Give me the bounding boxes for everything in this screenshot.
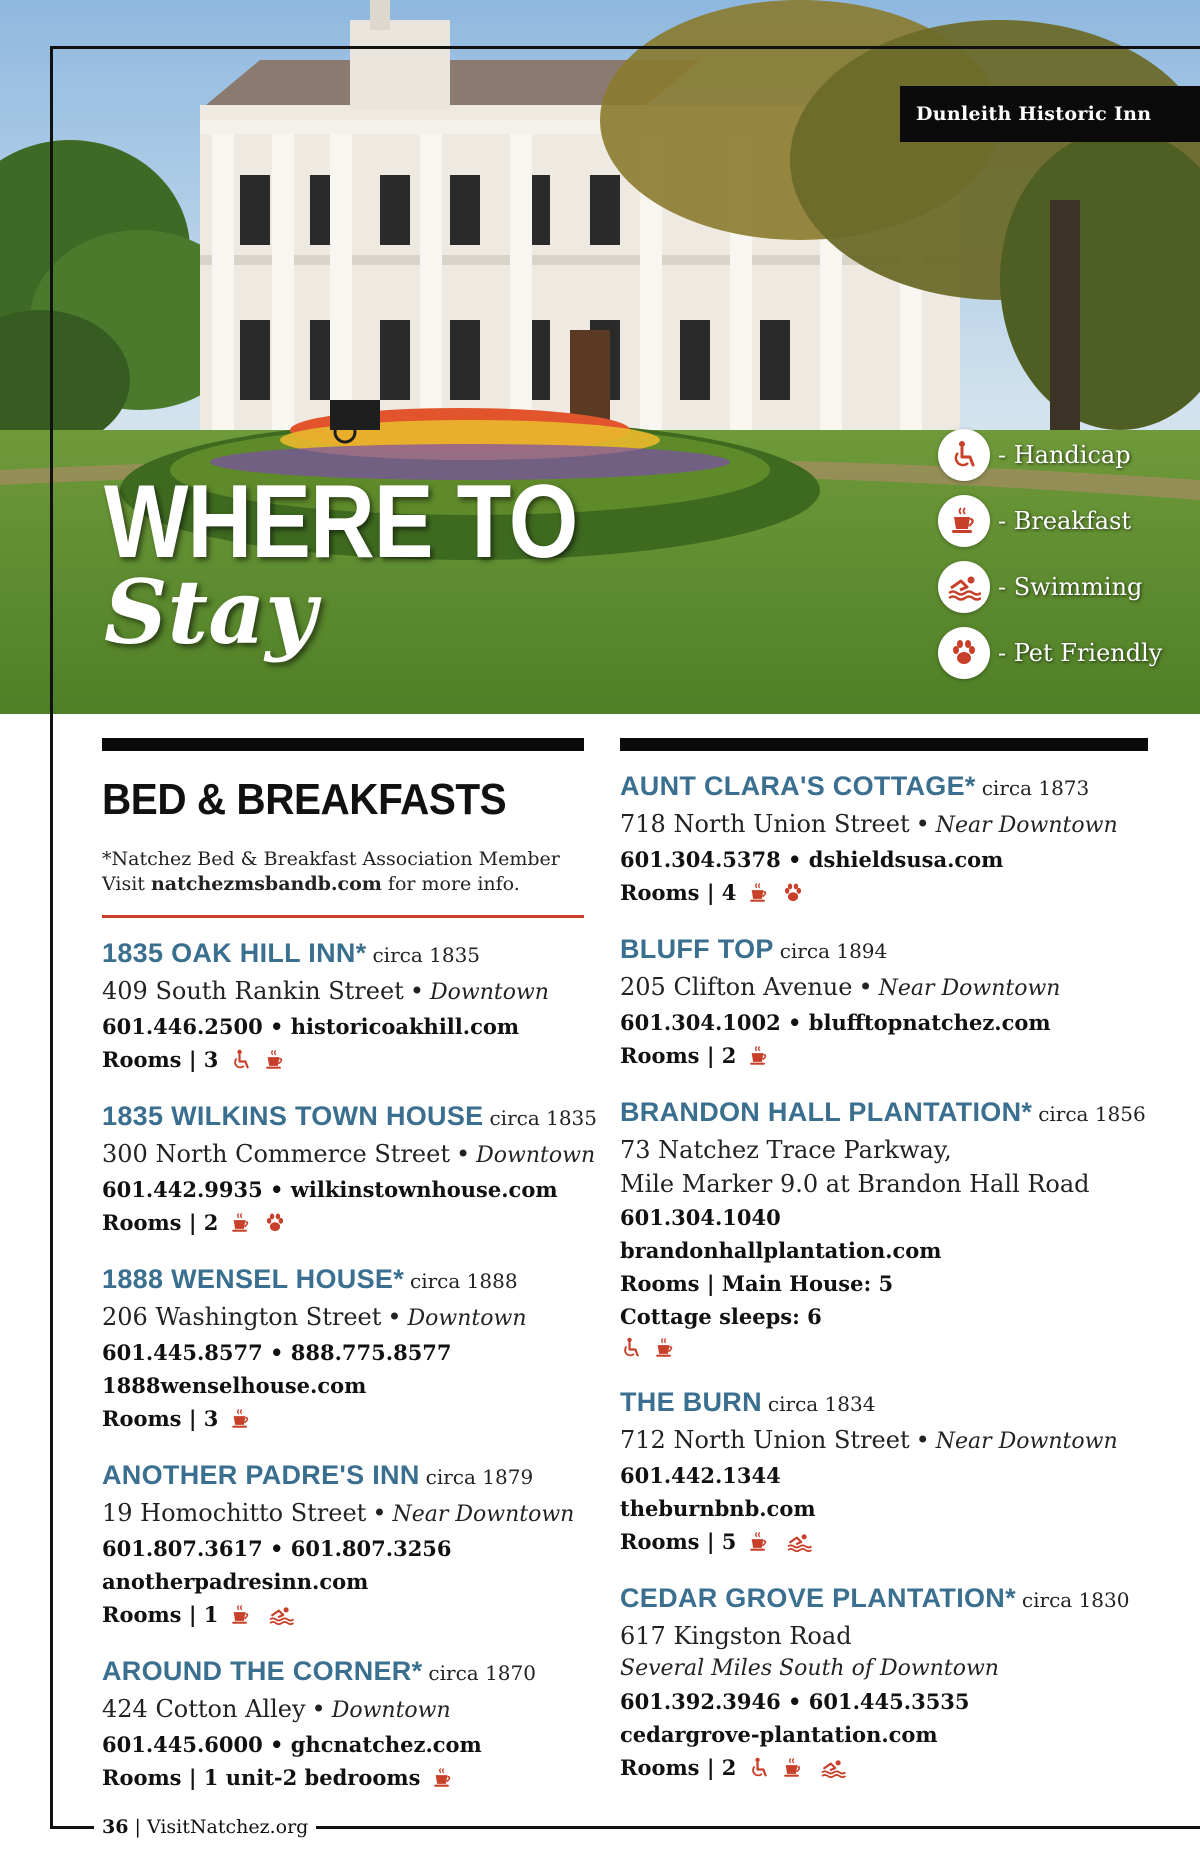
- legend-item-swimming: [938, 554, 1200, 620]
- listing-street: 205 Clifton Avenue: [620, 973, 853, 1001]
- frame-left-line: [50, 46, 53, 1828]
- listing-street: 617 Kingston Road: [620, 1622, 852, 1650]
- breakfast-icon: [748, 881, 770, 905]
- listing-around-the-corner: AROUND THE CORNER* circa 1870 424 Cotton Alley • Downtown 601.445.6000 • ghcnatchez.com Rooms | 1 unit-2 bedrooms: [102, 1654, 584, 1795]
- listing-bluff-top: BLUFF TOP circa 1894 205 Clifton Avenue • Near Downtown 601.304.1002 • blufftopnatchez.com Rooms | 2: [620, 932, 1148, 1073]
- listing-the-burn: THE BURN circa 1834 712 North Union Street • Near Downtown 601.442.1344 theburnbnb.com Rooms | 5: [620, 1385, 1148, 1559]
- association-link[interactable]: natchezmsbandb.com: [150, 873, 382, 895]
- pet-friendly-icon: [264, 1211, 286, 1235]
- listing-rooms: Rooms | 2: [620, 1043, 737, 1068]
- listing-name: 1835 OAK HILL INN*: [102, 938, 367, 968]
- page-footer: [94, 1814, 316, 1840]
- listing-name: AROUND THE CORNER*: [102, 1656, 423, 1686]
- listing-rooms: Rooms | 2: [102, 1210, 219, 1235]
- listing-contact[interactable]: 601.807.3617 • 601.807.3256: [102, 1536, 452, 1561]
- listing-circa: circa 1835: [489, 1106, 598, 1130]
- listing-circa: circa 1835: [372, 943, 481, 967]
- handicap-icon: [938, 429, 990, 481]
- column-rule: [102, 738, 584, 751]
- listing-wensel-house: 1888 WENSEL HOUSE* circa 1888 206 Washington Street • Downtown 601.445.8577 • 888.775.8577 1888wenselhouse.com Rooms | 3: [102, 1262, 584, 1436]
- listing-rooms: Rooms | Main House: 5: [620, 1271, 894, 1296]
- breakfast-icon: [230, 1603, 252, 1627]
- handicap-icon: [620, 1336, 642, 1360]
- listing-contact[interactable]: 601.445.8577 • 888.775.8577: [102, 1340, 452, 1365]
- listing-contact[interactable]: 601.445.6000 • ghcnatchez.com: [102, 1732, 482, 1757]
- listing-area: Several Miles South of Downtown: [620, 1656, 999, 1681]
- swimming-icon: [938, 561, 990, 613]
- listing-cottage: Cottage sleeps: 6: [620, 1304, 822, 1329]
- title-stay: Stay: [104, 560, 317, 664]
- listing-another-padres-inn: ANOTHER PADRE'S INN circa 1879 19 Homochitto Street • Near Downtown 601.807.3617 • 601.807.3256 anotherpadresinn.com Rooms | 1: [102, 1458, 584, 1632]
- handicap-icon: [230, 1048, 252, 1072]
- listing-website[interactable]: theburnbnb.com: [620, 1496, 816, 1521]
- listing-street: 73 Natchez Trace Parkway,: [620, 1136, 952, 1164]
- legend-item-pet-friendly: [938, 620, 1200, 686]
- listing-area: Near Downtown: [935, 1429, 1118, 1454]
- listing-circa: circa 1888: [410, 1269, 518, 1293]
- listing-cedar-grove-plantation: [620, 1581, 1148, 1785]
- listing-circa: circa 1894: [779, 939, 888, 963]
- footer-separator: |: [134, 1816, 141, 1838]
- listing-oak-hill-inn: 1835 OAK HILL INN* circa 1835 409 South Rankin Street • Downtown 601.446.2500 • historicoakhill.com Rooms | 3: [102, 936, 584, 1077]
- listing-street: 718 North Union Street: [620, 810, 910, 838]
- listing-area: Downtown: [331, 1698, 451, 1723]
- listing-name: THE BURN: [620, 1387, 762, 1417]
- listing-street: 712 North Union Street: [620, 1426, 910, 1454]
- breakfast-icon: [230, 1407, 252, 1431]
- photo-caption: Dunleith Historic Inn: [900, 86, 1200, 142]
- column-rule: [620, 738, 1148, 751]
- listing-phone[interactable]: 601.442.1344: [620, 1463, 781, 1488]
- listing-circa: circa 1830: [1021, 1588, 1130, 1612]
- listing-street: 206 Washington Street: [102, 1303, 382, 1331]
- legend-item-breakfast: [938, 488, 1200, 554]
- listing-name: BLUFF TOP: [620, 934, 774, 964]
- swimming-icon: [816, 1757, 850, 1779]
- listing-circa: circa 1856: [1038, 1102, 1146, 1126]
- pet-friendly-icon: [938, 627, 990, 679]
- legend-label: - Breakfast: [998, 507, 1132, 535]
- listing-brandon-hall-plantation: [620, 1095, 1148, 1363]
- listing-website[interactable]: anotherpadresinn.com: [102, 1569, 369, 1594]
- title-where-to: WHERE TO: [104, 464, 578, 580]
- listing-wilkins-town-house: 1835 WILKINS TOWN HOUSE circa 1835 300 North Commerce Street • Downtown 601.442.9935 • wilkinstownhouse.com Rooms | 2: [102, 1099, 584, 1240]
- breakfast-icon: [432, 1766, 454, 1790]
- listing-rooms: Rooms | 1 unit-2 bedrooms: [102, 1765, 421, 1790]
- listing-area: Downtown: [429, 980, 549, 1005]
- listing-circa: circa 1873: [981, 776, 1090, 800]
- listing-street-2: Mile Marker 9.0 at Brandon Hall Road: [620, 1170, 1090, 1198]
- listing-circa: circa 1879: [425, 1465, 534, 1489]
- handicap-icon: [748, 1756, 770, 1780]
- listing-area: Downtown: [407, 1306, 527, 1331]
- listing-name: BRANDON HALL PLANTATION*: [620, 1097, 1033, 1127]
- note-visit-line: [102, 872, 584, 897]
- listing-circa: circa 1870: [428, 1661, 536, 1685]
- section-divider: [102, 915, 584, 918]
- footer-site[interactable]: VisitNatchez.org: [146, 1816, 309, 1838]
- breakfast-icon: [654, 1336, 676, 1360]
- breakfast-icon: [264, 1048, 286, 1072]
- frame-top-line: [50, 46, 1200, 49]
- breakfast-icon: [748, 1530, 770, 1554]
- listing-area: Downtown: [476, 1143, 596, 1168]
- listing-street: 300 North Commerce Street: [102, 1140, 450, 1168]
- listing-phone[interactable]: 601.304.1040: [620, 1205, 781, 1230]
- page-number: 36: [102, 1816, 129, 1838]
- listing-name: 1888 WENSEL HOUSE*: [102, 1264, 405, 1294]
- listing-rooms: Rooms | 5: [620, 1529, 737, 1554]
- note-line: *Natchez Bed & Breakfast Association Member: [102, 848, 560, 870]
- amenity-legend: [938, 422, 1200, 686]
- listing-rooms: Rooms | 2: [620, 1755, 737, 1780]
- pet-friendly-icon: [782, 881, 804, 905]
- breakfast-icon: [782, 1756, 804, 1780]
- left-column: [102, 738, 598, 1795]
- breakfast-icon: [230, 1211, 252, 1235]
- association-note: [102, 847, 584, 897]
- listing-website[interactable]: cedargrove-plantation.com: [620, 1722, 938, 1747]
- legend-label: - Handicap: [998, 441, 1131, 469]
- legend-label: - Pet Friendly: [998, 639, 1163, 667]
- listing-area: Near Downtown: [878, 976, 1061, 1001]
- listing-area: Near Downtown: [392, 1502, 575, 1527]
- listing-street: 409 South Rankin Street: [102, 977, 404, 1005]
- listing-name: 1835 WILKINS TOWN HOUSE: [102, 1101, 484, 1131]
- section-title: BED & BREAKFASTS: [102, 775, 507, 824]
- listing-name: AUNT CLARA'S COTTAGE*: [620, 771, 976, 801]
- breakfast-icon: [938, 495, 990, 547]
- listing-contact[interactable]: 601.442.9935 • wilkinstownhouse.com: [102, 1177, 558, 1202]
- listing-contact[interactable]: 601.304.5378 • dshieldsusa.com: [620, 847, 1004, 872]
- listing-contact[interactable]: 601.392.3946 • 601.445.3535: [620, 1689, 970, 1714]
- note-visit: Visit: [102, 873, 151, 895]
- listing-name: CEDAR GROVE PLANTATION*: [620, 1583, 1016, 1613]
- listing-rooms: Rooms | 1: [102, 1602, 219, 1627]
- swimming-icon: [782, 1531, 816, 1553]
- legend-item-handicap: [938, 422, 1200, 488]
- listing-street: 19 Homochitto Street: [102, 1499, 367, 1527]
- note-end: for more info.: [381, 873, 520, 895]
- swimming-icon: [264, 1604, 298, 1626]
- listing-street: 424 Cotton Alley: [102, 1695, 306, 1723]
- listing-circa: circa 1834: [767, 1392, 876, 1416]
- listing-rooms: Rooms | 3: [102, 1047, 219, 1072]
- listing-rooms: Rooms | 4: [620, 880, 737, 905]
- listing-name: ANOTHER PADRE'S INN: [102, 1460, 420, 1490]
- listing-aunt-claras-cottage: AUNT CLARA'S COTTAGE* circa 1873 718 North Union Street • Near Downtown 601.304.5378 • dshieldsusa.com Rooms | 4: [620, 769, 1148, 910]
- listing-area: Near Downtown: [935, 813, 1118, 838]
- listing-contact[interactable]: 601.446.2500 • historicoakhill.com: [102, 1014, 520, 1039]
- listing-website[interactable]: 1888wenselhouse.com: [102, 1373, 367, 1398]
- legend-label: - Swimming: [998, 573, 1143, 601]
- listing-website[interactable]: brandonhallplantation.com: [620, 1238, 942, 1263]
- listing-contact[interactable]: 601.304.1002 • blufftopnatchez.com: [620, 1010, 1051, 1035]
- right-column: [620, 738, 1148, 1785]
- listing-rooms: Rooms | 3: [102, 1406, 219, 1431]
- breakfast-icon: [748, 1044, 770, 1068]
